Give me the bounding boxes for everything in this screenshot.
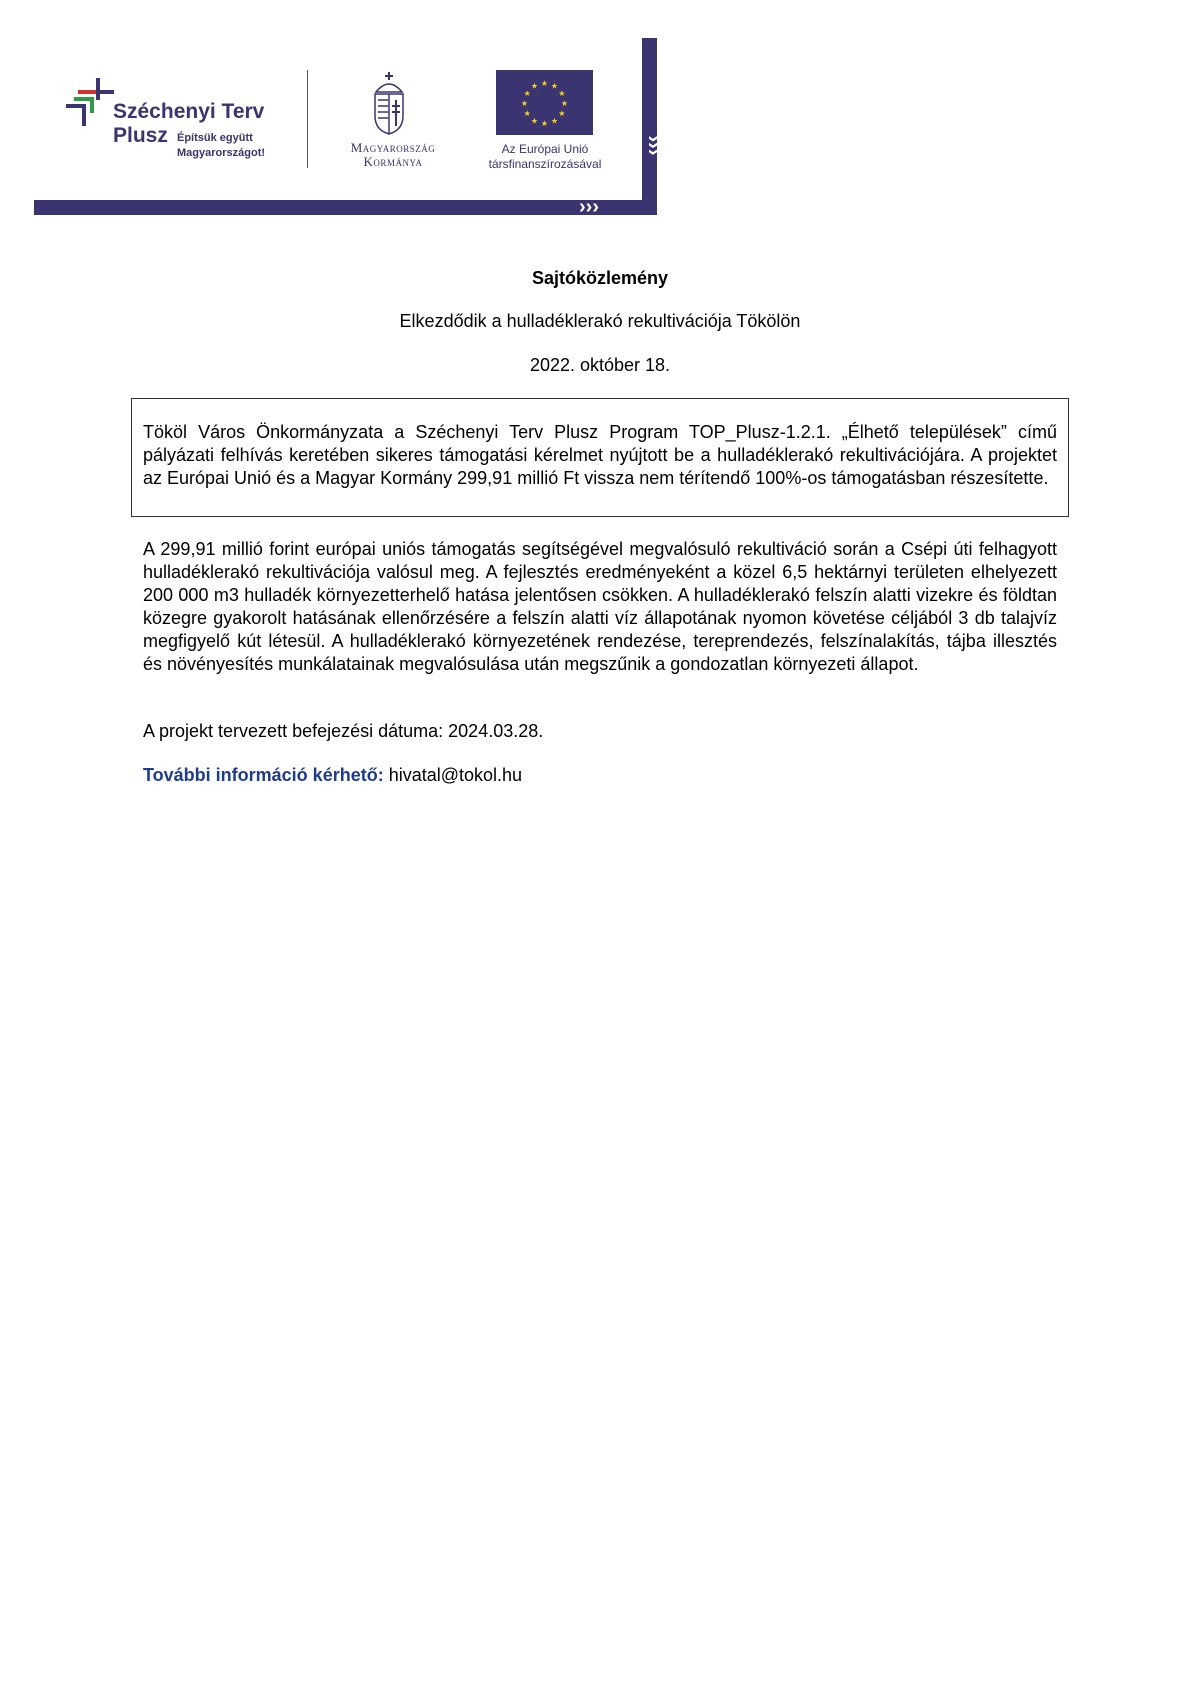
eu-star-icon: ★ bbox=[558, 89, 566, 98]
chevrons-right-icon: ››› bbox=[579, 196, 599, 218]
header-vertical-bar bbox=[642, 38, 665, 215]
eu-star-icon: ★ bbox=[530, 81, 539, 91]
szechenyi-cross-icon bbox=[64, 78, 116, 130]
contact-line bbox=[143, 764, 1057, 787]
eu-line1: Az Európai Unió bbox=[501, 142, 589, 156]
eu-star-icon: ★ bbox=[560, 99, 569, 108]
logo-eu-caption bbox=[470, 142, 620, 172]
doc-date: 2022. október 18. bbox=[529, 355, 671, 375]
eu-star-icon: ★ bbox=[540, 119, 549, 128]
gov-line1: Magyarország bbox=[350, 140, 436, 155]
slogan-line1: Építsük együtt bbox=[177, 132, 253, 144]
eu-star-icon: ★ bbox=[550, 81, 559, 91]
logo-divider bbox=[307, 70, 308, 168]
eu-star-icon: ★ bbox=[523, 89, 531, 98]
contact-label: További információ kérhető: bbox=[143, 765, 384, 785]
eu-star-icon: ★ bbox=[523, 109, 531, 118]
eu-star-icon: ★ bbox=[550, 116, 559, 126]
doc-subtitle: Elkezdődik a hulladéklerakó rekultivációja Tökölön bbox=[399, 311, 801, 331]
eu-star-icon: ★ bbox=[540, 79, 549, 88]
gov-line2: Kormánya bbox=[363, 154, 423, 169]
logo-szechenyi-title: Széchenyi Terv bbox=[113, 100, 265, 123]
logo-slogan bbox=[177, 131, 265, 161]
eu-star-icon: ★ bbox=[530, 116, 539, 126]
logo-magyarorszag-kormanya bbox=[333, 141, 453, 169]
summary-text: Tököl Város Önkormányzata a Széchenyi Terv Plusz Program TOP_Plusz-1.2.1. „Élhető települések” című pályázati felhívás keretében sikeres támogatási kérelmet nyújtott be a hulladéklerakó rekultivációjára. A projektet az Európai Unió és a Magyar Kormány 299,91 millió Ft vissza nem térítendő 100%-os támogatásban részesítette. bbox=[143, 422, 1057, 488]
header-horizontal-bar bbox=[34, 196, 657, 218]
eu-flag-icon bbox=[496, 70, 593, 135]
doc-title: Sajtóközlemény bbox=[531, 268, 669, 288]
coat-of-arms-icon bbox=[372, 70, 406, 136]
eu-line2: társfinanszírozásával bbox=[488, 157, 602, 171]
end-date: A projekt tervezett befejezési dátuma: 2024.03.28. bbox=[143, 721, 544, 741]
contact-email[interactable]: hivatal@tokol.hu bbox=[388, 765, 523, 785]
chevrons-down-icon: ››› bbox=[642, 135, 665, 156]
logo-szechenyi-plusz: Plusz bbox=[113, 124, 168, 147]
eu-star-icon: ★ bbox=[558, 109, 566, 118]
eu-star-icon: ★ bbox=[520, 99, 529, 108]
slogan-line2: Magyarországot! bbox=[177, 147, 266, 159]
body-paragraph: A 299,91 millió forint európai uniós támogatás segítségével megvalósuló rekultiváció során a Csépi úti felhagyott hulladéklerakó rekultivációja valósul meg. A fejlesztés eredményeként a közel 6,5 hektárnyi területen elhelyezett 200 000 m3 hulladék környezetterhelő hatása jelentősen csökken. A hulladéklerakó felszín alatti vizekre és földtan közegre gyakorolt hatásának ellenőrzésére a felszín alatti víz állapotának nyomon követése céljából 3 db talajvíz megfigyelő kút létesül. A hulladéklerakó környezetének rendezése, tereprendezés, felszínalakítás, tájba illesztés és növényesítés munkálatainak megvalósulása után megszűnik a gondozatlan környezeti állapot. bbox=[143, 539, 1057, 674]
